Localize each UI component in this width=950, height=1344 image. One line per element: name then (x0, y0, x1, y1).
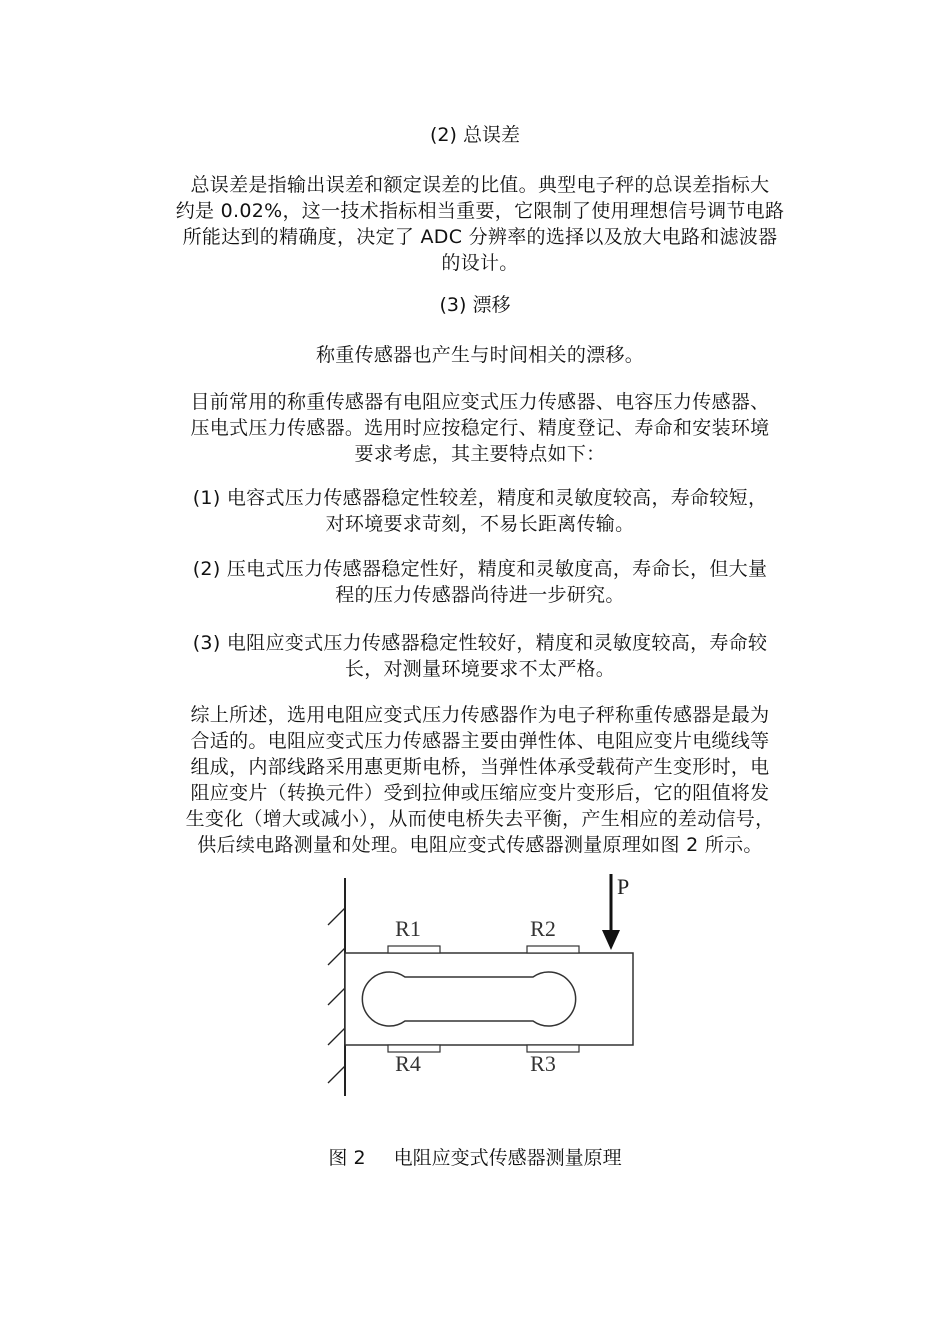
text-line: 所能达到的精确度，决定了 ADC 分辨率的选择以及放大电路和滤波器 (182, 226, 778, 248)
list-item-capacitive (150, 485, 810, 537)
paragraph-sensor-types (150, 389, 810, 467)
text-line: 目前常用的称重传感器有电阻应变式压力传感器、电容压力传感器、 (190, 391, 770, 413)
text-line: 生变化（增大或减小），从而使电桥失去平衡，产生相应的差动信号， (185, 808, 775, 830)
text-line: (2) 压电式压力传感器稳定性好，精度和灵敏度高，寿命长，但大量 (192, 558, 768, 580)
text-line: 约是 0.02%，这一技术指标相当重要，它限制了使用理想信号调节电路 (175, 200, 785, 222)
load-cell-diagram (300, 868, 660, 1108)
force-arrow-head (602, 930, 620, 950)
paragraph-summary (150, 702, 810, 858)
label-r1: R1 (395, 916, 421, 941)
label-r3: R3 (530, 1051, 556, 1076)
elastic-beam (345, 953, 633, 1045)
text-line: 称重传感器也产生与时间相关的漂移。 (315, 344, 645, 366)
section-heading-drift: (3) 漂移 (439, 294, 511, 316)
paragraph-total-error (150, 172, 810, 276)
text-line: 要求考虑，其主要特点如下： (354, 443, 606, 465)
text-line: 的设计。 (441, 252, 519, 274)
label-force-p: P (617, 874, 630, 899)
text-line: 程的压力传感器尚待进一步研究。 (335, 584, 625, 606)
caption-text: 电阻应变式传感器测量原理 (393, 1147, 622, 1169)
text-line: 综上所述，选用电阻应变式压力传感器作为电子秤称重传感器是最为 (190, 704, 770, 726)
text-line: 阻应变片（转换元件）受到拉伸或压缩应变片变形后，它的阻值将发 (190, 782, 770, 804)
caption-number: 图 2 (328, 1147, 366, 1169)
text-line: 供后续电路测量和处理。电阻应变式传感器测量原理如图 2 所示。 (197, 834, 763, 856)
text-line: 总误差是指输出误差和额定误差的比值。典型电子秤的总误差指标大 (190, 174, 770, 196)
paragraph-drift (150, 342, 810, 368)
list-item-resistive (150, 630, 810, 682)
text-line: 长，对测量环境要求不太严格。 (344, 658, 616, 680)
strain-gauge-r2 (527, 946, 579, 953)
text-line: 对环境要求苛刻，不易长距离传输。 (325, 513, 635, 535)
strain-gauge-r1 (388, 946, 440, 953)
text-line: (3) 电阻应变式压力传感器稳定性较好，精度和灵敏度较高，寿命较 (192, 632, 768, 654)
text-line: 合适的。电阻应变式压力传感器主要由弹性体、电阻应变片电缆线等 (190, 730, 770, 752)
wall-hatching (328, 908, 345, 1083)
section-heading-total-error: (2) 总误差 (430, 124, 520, 146)
text-line: 组成，内部线路采用惠更斯电桥，当弹性体承受载荷产生变形时，电 (190, 756, 770, 778)
label-r2: R2 (530, 916, 556, 941)
figure-caption (0, 1145, 950, 1171)
label-r4: R4 (395, 1051, 421, 1076)
list-item-piezoelectric (150, 556, 810, 608)
text-line: 压电式压力传感器。选用时应按稳定行、精度登记、寿命和安装环境 (190, 417, 770, 439)
text-line: (1) 电容式压力传感器稳定性较差，精度和灵敏度较高，寿命较短， (192, 487, 768, 509)
